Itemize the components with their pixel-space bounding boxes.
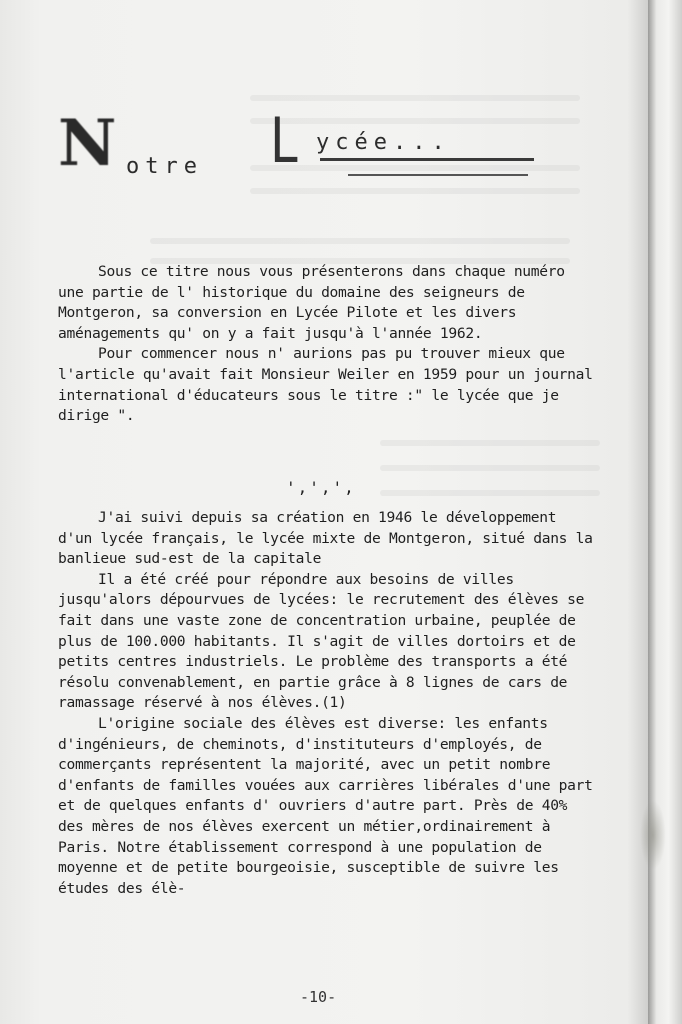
intro-text [58, 262, 598, 427]
intro-paragraph-2: Pour commencer nous n' aurions pas pu trouver mieux que l'article qu'avait fait Monsieur Weiler en 1959 pour un journal international d'éducateurs sous le titre :" le lycée que je dirige ". [58, 345, 593, 425]
title-word-ycee: ycée... [316, 130, 451, 155]
section-separator: ',',', [286, 478, 356, 497]
title-word-otre: otre [126, 154, 203, 179]
intro-paragraph-1: Sous ce titre nous vous présenterons dans chaque numéro une partie de l' historique du domaine des seigneurs de Montgeron, sa conversion en Lycée Pilote et les divers aménagements qu' on y a fait jusqu'à l'année 1962. [58, 263, 565, 342]
title-underline-secondary [348, 174, 528, 176]
article-paragraph-3: L'origine sociale des élèves est diverse: les enfants d'ingénieurs, de cheminots, d'instituteurs d'employés, de commerçants représentent la majorité, avec un petit nombre d'enfants de familles vouées aux carrières libérales d'une part et de quelques enfants d' ouvriers d'autre part. Près de 40% des mères de nos élèves exercent un métier,ordinairement à Paris. Notre établissement correspond à une population de moyenne et de petite bourgeoisie, susceptible de suivre les études des élè- [58, 714, 593, 897]
article-paragraph-2: Il a été créé pour répondre aux besoins de villes jusqu'alors dépourvues de lycées: le recrutement des élèves se fait dans une vaste zone de concentration urbaine, peuplée de plus de 100.000 habitants. Il s'agit de villes dortoirs et de petits centres industriels. Le problème des transports a été résolu convenablement, en partie grâce à 8 lignes de cars de ramassage réservé à nos élèves.(1) [58, 570, 585, 712]
binding-edge [648, 0, 682, 1024]
title-initial-n: N [58, 106, 115, 181]
paper-stain [640, 800, 666, 870]
article-paragraph-1: J'ai suivi depuis sa création en 1946 le développement d'un lycée français, le lycée mixte de Montgeron, situé dans la banlieue sud-est de la capitale [58, 509, 593, 568]
page-number: -10- [300, 988, 337, 1006]
article-text [58, 508, 598, 899]
title-underline [320, 158, 534, 161]
title-initial-l: L [270, 104, 298, 177]
page-title [58, 104, 578, 199]
